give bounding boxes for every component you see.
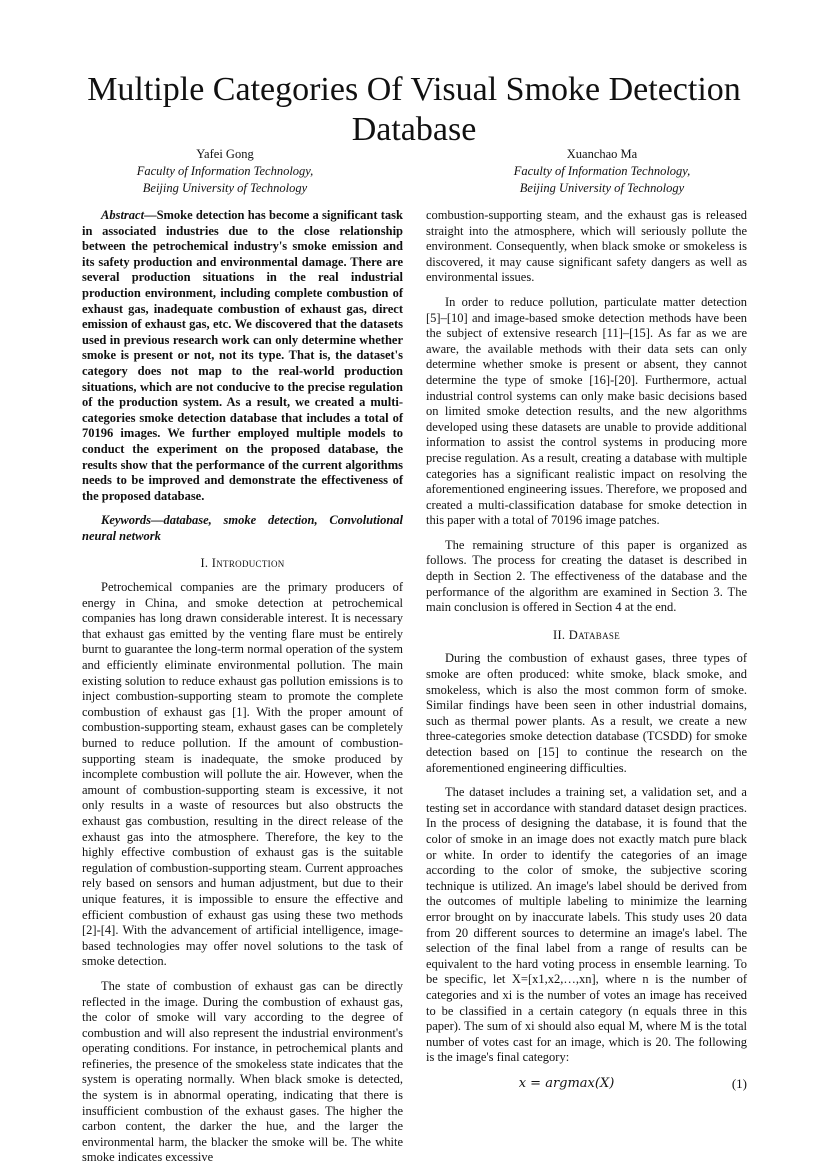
paragraph-database-2: The dataset includes a training set, a validation set, and a testing set in accordance with standard dataset design practices. In the process of designing the database, it is found that the color of smoke in an image does not exactly match pure black or white. In order to identify the categories of an image according to the color of smoke, the subjective scoring technique is utilized. An image's label should be derived from the outcomes of multiple labeling to minimize the learning error brought on by inaccurate labels. This study uses 20 data from 20 different sources to determine an image's label. The selection of the final label from a range of results can be equivalent to the hard voting process in ensemble learning. To be specific, let X=[x1,x2,…,xn], where n is the number of categories and xi is the number of votes an image has received to be classified in a certain category (n equals three in this paper). The sum of xi should also equal M, where M is the total number of votes cast for an image, which is 20. The following is the image's final category: xyxy=(426,785,747,1065)
abstract-lead: Abstract xyxy=(101,208,145,222)
right-column xyxy=(426,208,747,1091)
section-title: Introduction xyxy=(211,556,285,571)
keywords-lead: Keywords xyxy=(101,513,151,528)
paragraph-intro-2-continued: combustion-supporting steam, and the exhaust gas is released straight into the atmosphere, which will seriously pollute the environment. Consequently, when black smoke or smokeless is discovered, it may cause significant safety dangers as well as environmental issues. xyxy=(426,208,747,285)
equation-number: (1) xyxy=(731,1075,747,1091)
equation-1 xyxy=(426,1076,747,1092)
paper-title: Multiple Categories Of Visual Smoke Detection Database xyxy=(87,71,741,148)
author-name: Xuanchao Ma xyxy=(566,147,638,161)
author-university: Beijing University of Technology xyxy=(142,181,308,195)
abstract-text: —Smoke detection has become a significant task in associated industries due to the close relationship between the petrochemical industry's smoke emission and its safety production and environmental damage. There are several production situations in the real industrial production environment, including complete combustion of exhaust gas, inadequate combustion of exhaust gas, direct emission of exhaust gas, etc. We discovered that the datasets used in previous research work can only determine whether smoke is present or not, not its type. That is, the dataset's category does not map to the real-world production situations, which are not conducive to the precise regulation of the production system. As a result, we created a multi-categories smoke detection database that includes a total of 70196 images. We further employed multiple models to conduct the experiment on the proposed database, the results show that the performance of the current algorithms needs to be improved and demonstrate the effectiveness of the proposed database. xyxy=(82,208,403,503)
equation-expression: x = argmax(X) xyxy=(518,1075,615,1091)
paragraph-intro-1: Petrochemical companies are the primary producers of energy in China, and smoke detection at petrochemical companies has long drawn considerable interest. It is necessary that exhaust gas emitted by the venting flare must be entirely burnt to guarantee the long-term normal operation of the system and efficiently eliminate environmental pollution. The main existing solution to reduce exhaust gas pollution emissions is to inject combustion-supporting steam to promote the complete combustion of exhaust gas [1]. With the proper amount of combustion-supporting steam, exhaust gases can be completely burned to reduce pollution. If the amount of combustion-supporting steam is inadequate, the smoke produced by incomplete combustion will pollute the air. However, when the amount of combustion-supporting steam is excessive, it not only results in a waste of resources but also obstructs the exhaust gas combustion, resulting in the direct release of the exhaust gas into the atmosphere. Therefore, the key to the highly effective combustion of exhaust gas is the suitable regulation of combustion-supporting steam. Current approaches rely based on sensors and human adjustment, but due to their unique features, it is impossible to ensure the effective and efficient combustion of exhaust gas using these two methods [2]-[4]. With the advancement of artificial intelligence, image-based technologies may offer novel solutions to the task of smoke detection. xyxy=(82,580,403,969)
section-title: Database xyxy=(568,627,620,642)
paragraph-intro-3: In order to reduce pollution, particulate matter detection [5]–[10] and image-based smoke detection methods have been the subject of extensive research [11]–[15]. As far as we are aware, the available methods with their data sets can only determine whether smoke is present or absent, they cannot determine the type of smoke [16]-[20]. Furthermore, actual industrial control systems can only make basic decisions based on limited smoke detection results, and the new algorithms developed using these datasets are unable to provide additional information to assist the control systems in producing more precise regulation. As a result, creating a database with multiple categories has a significant realistic impact on resolving the aforementioned engineering issues. Therefore, we proposed and created a multi-classification database for smoke detection in this paper with a total of 70196 image patches. xyxy=(426,294,747,528)
paragraph-intro-4: The remaining structure of this paper is organized as follows. The process for creating the dataset is described in depth in Section 2. The effectiveness of the database and the performance of the algorithm are examined in Section 3. The main conclusion is offered in Section 4 at the end. xyxy=(426,537,747,615)
author-name: Yafei Gong xyxy=(196,147,254,161)
author-faculty: Faculty of Information Technology, xyxy=(136,164,314,178)
author-block-2 xyxy=(437,146,767,197)
abstract xyxy=(82,208,403,504)
section-number: II. xyxy=(552,627,566,642)
keywords-text: —database, smoke detection, Convolutional neural network xyxy=(82,513,403,543)
keywords xyxy=(82,513,403,544)
section-heading-introduction xyxy=(82,556,403,572)
section-heading-database xyxy=(426,628,747,644)
author-faculty: Faculty of Information Technology, xyxy=(513,164,691,178)
author-university: Beijing University of Technology xyxy=(519,181,685,195)
left-column xyxy=(82,208,403,1175)
paragraph-database-1: During the combustion of exhaust gases, three types of smoke are often produced: white smoke, black smoke, and smokeless, which is also the most common form of smoke. Similar findings have been seen in other industrial domains, such as thermal power plants. As a result, we create a new three-categories smoke detection database (TCSDD) for smoke detection based on [15] to continue the research on the aforementioned engineering difficulties. xyxy=(426,651,747,775)
paragraph-intro-2: The state of combustion of exhaust gas can be directly reflected in the image. During the combustion of exhaust gas, the color of smoke will vary according to the degree of combustion and will also represent the industrial environment's operating conditions. For instance, in petrochemical plants and refineries, the presence of the smokeless state indicates that the system is operating normally. When black smoke is detected, the system is in abnormal operating, indicating that there is insufficient combustion of the exhaust gases. The higher the carbon content, the darker the hue, and the larger the environmental harm, the blacker the smoke will be. The white smoke indicates excessive xyxy=(82,978,403,1165)
section-number: I. xyxy=(200,556,209,571)
author-block-1 xyxy=(60,146,390,197)
